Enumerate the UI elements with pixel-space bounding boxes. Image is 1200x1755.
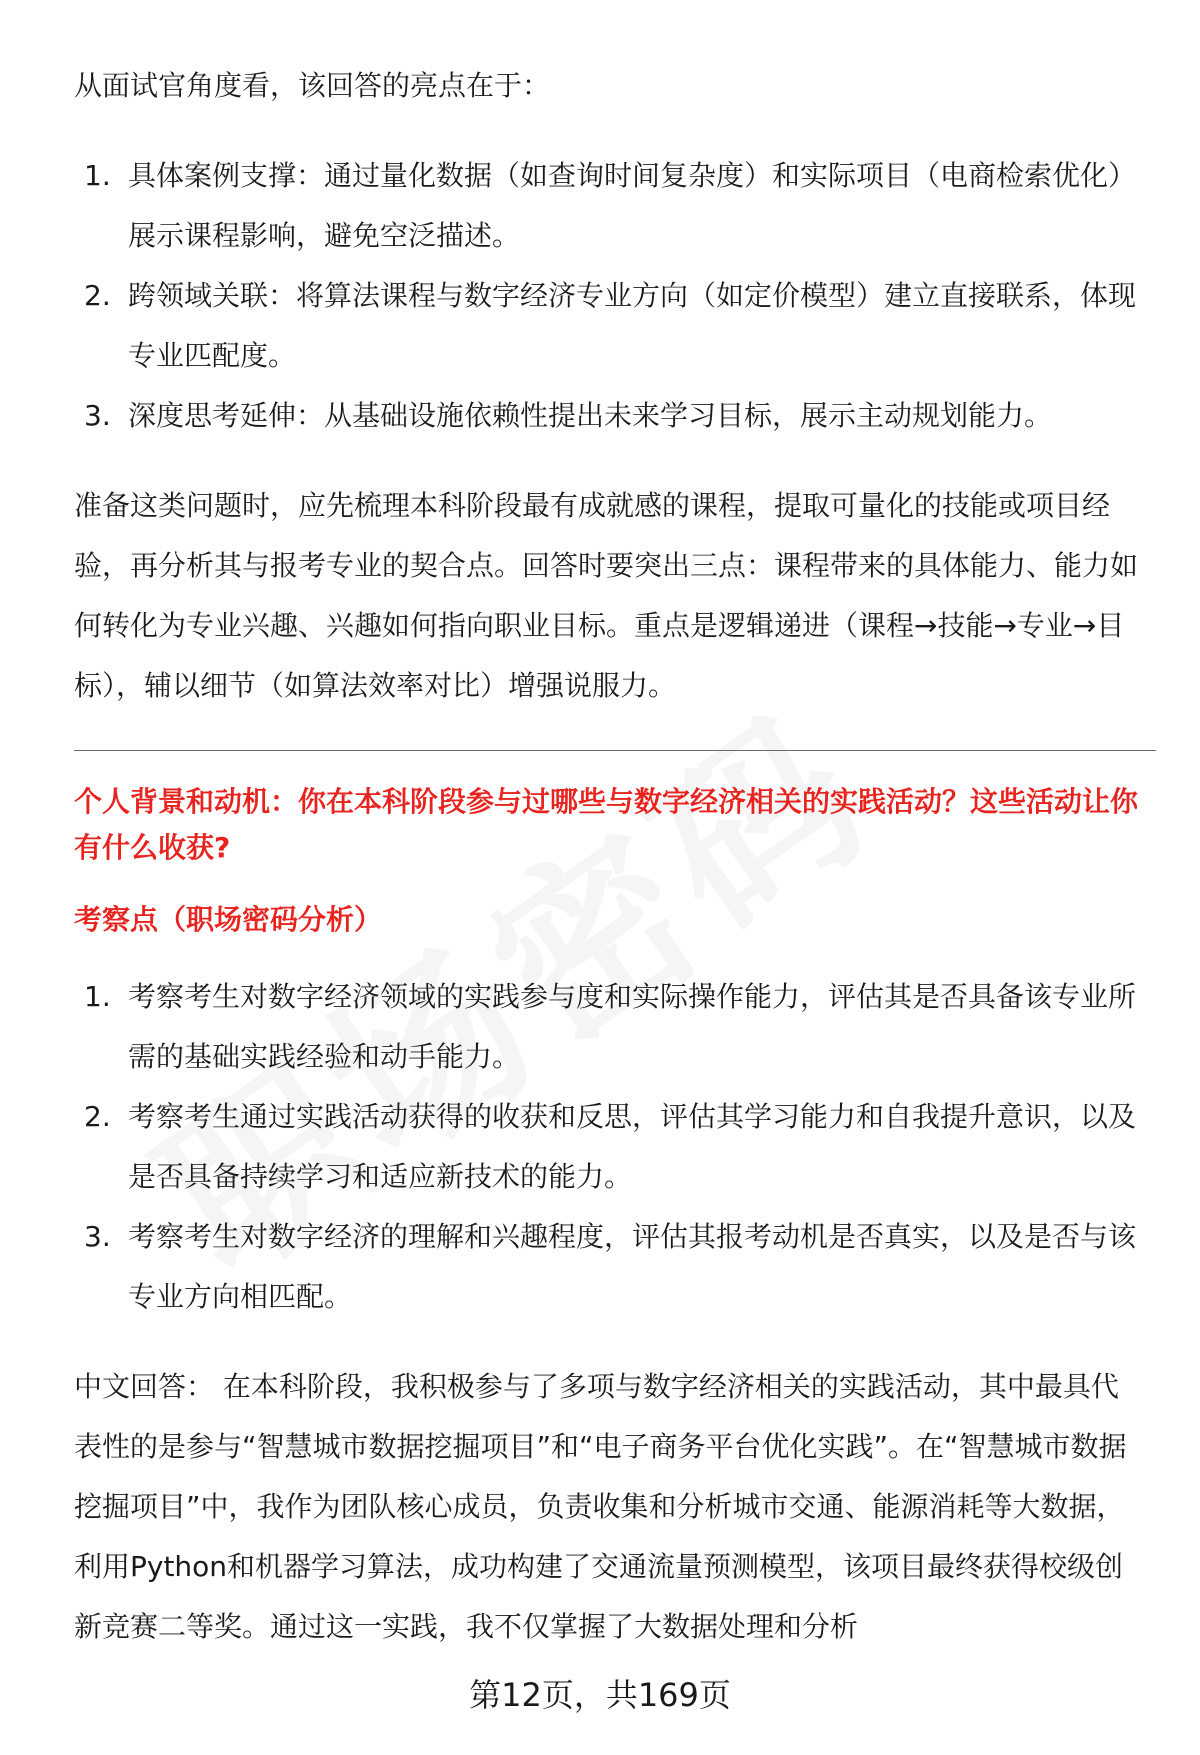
kc-list [74,967,1146,1327]
list-item: 2. 跨领域关联：将算法课程与数字经济专业方向（如定价模型）建立直接联系，体现专业匹配度。 [84,279,1137,372]
list-item: 1. 考察考生对数字经济领域的实践参与度和实际操作能力，评估其是否具备该专业所需的基础实践经验和动手能力。 [84,980,1137,1073]
page-content [74,56,1146,1657]
list-item: 1. 具体案例支撑：通过量化数据（如查询时间复杂度）和实际项目（电商检索优化）展示课程影响，避免空泛描述。 [84,159,1137,252]
intro-text: 从面试官角度看，该回答的亮点在于： [74,69,551,102]
list-item: 2. 考察考生通过实践活动获得的收获和反思，评估其学习能力和自我提升意识，以及是否具备持续学习和适应新技术的能力。 [84,1100,1137,1193]
page-number: 第12页，共169页 [469,1676,731,1714]
highlights-list [74,146,1146,446]
list-item: 3. 考察考生对数字经济的理解和兴趣程度，评估其报考动机是否真实，以及是否与该专业方向相匹配。 [84,1220,1137,1313]
kc-heading: 考察点（职场密码分析） [74,903,383,936]
list-item: 3. 深度思考延伸：从基础设施依赖性提出未来学习目标，展示主动规划能力。 [84,399,1053,432]
section-divider [74,750,1156,751]
answer-paragraph: 中文回答： 在本科阶段，我积极参与了多项与数字经济相关的实践活动，其中最具代表性的是参与“智慧城市数据挖掘项目”和“电子商务平台优化实践”。在“智慧城市数据挖掘项目”中，我作为团队核心成员，负责收集和分析城市交通、能源消耗等大数据，利用Python和机器学习算法，成功构建了交通流量预测模型，该项目最终获得校级创新竞赛二等奖。通过这一实践，我不仅掌握了大数据处理和分析 [74,1370,1127,1643]
summary-paragraph: 准备这类问题时，应先梳理本科阶段最有成就感的课程，提取可量化的技能或项目经验，再分析其与报考专业的契合点。回答时要突出三点：课程带来的具体能力、能力如何转化为专业兴趣、兴趣如何指向职业目标。重点是逻辑递进（课程→技能→专业→目标），辅以细节（如算法效率对比）增强说服力。 [74,489,1139,702]
question-heading: 个人背景和动机：你在本科阶段参与过哪些与数字经济相关的实践活动？这些活动让你有什么收获? [74,785,1139,864]
